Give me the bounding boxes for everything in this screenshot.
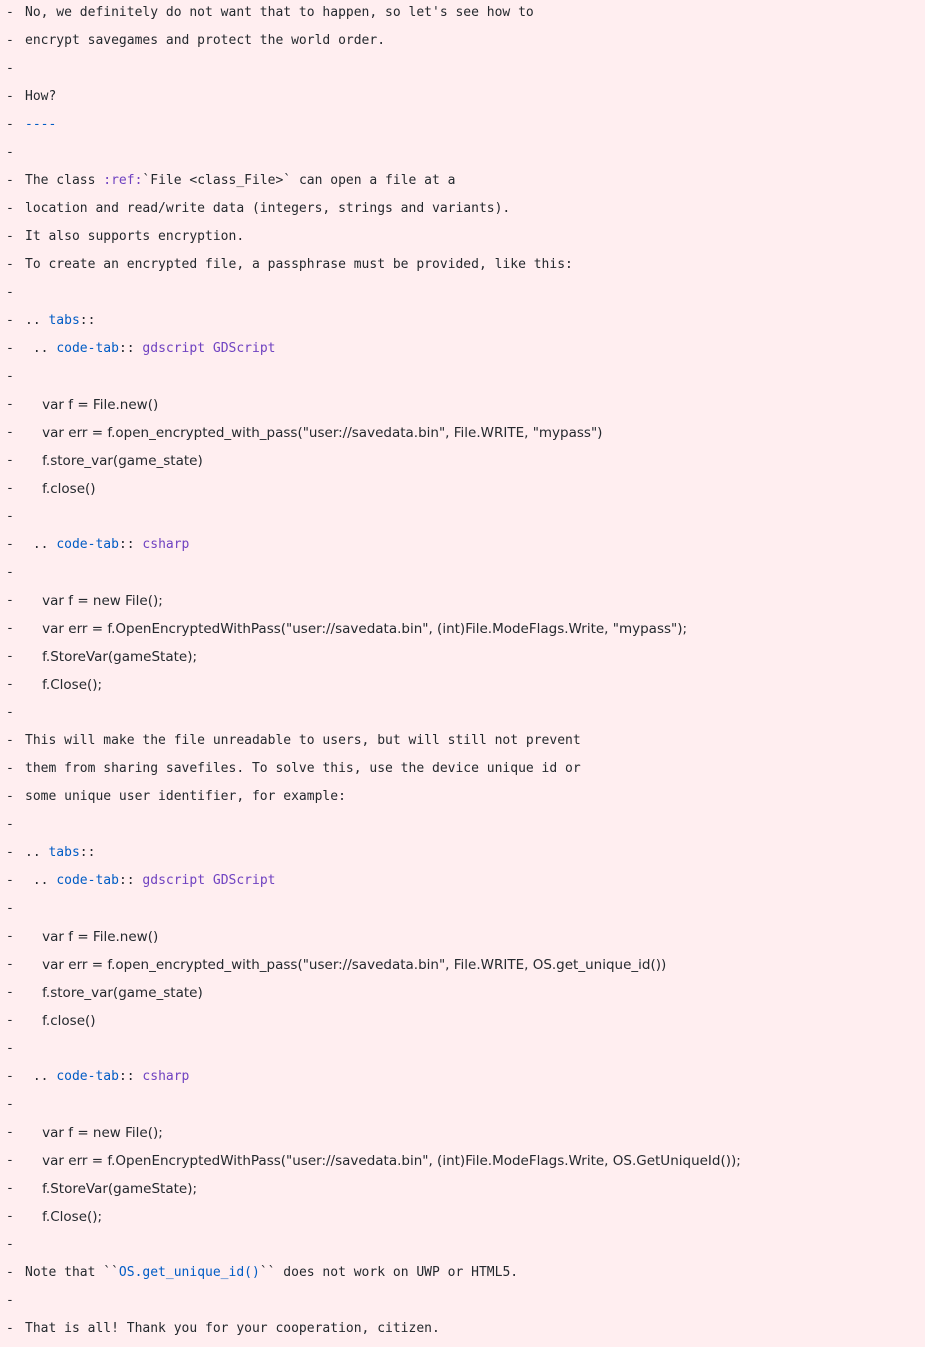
removed-line-marker: - [6,453,14,468]
removed-line-marker: - [6,1097,14,1112]
removed-line-marker: - [6,509,14,524]
line-content [25,867,275,895]
source-code-text: var f = new File(); [25,593,163,609]
diff-line [0,1287,925,1315]
removed-line-marker: - [6,901,14,916]
directive-prefix: .. [25,845,49,860]
directive-argument: csharp [142,1069,190,1084]
line-content [25,643,197,671]
line-content [25,839,95,867]
directive-name: code-tab [56,341,119,356]
line-content [25,111,56,139]
removed-line-marker: - [6,1265,14,1280]
directive-prefix: .. [25,313,49,328]
line-content [25,727,581,755]
diff-line [0,279,925,307]
line-content [25,671,102,699]
removed-line-marker: - [6,117,14,132]
removed-line-marker: - [6,677,14,692]
removed-line-marker: - [6,873,14,888]
removed-line-marker: - [6,845,14,860]
line-content [25,783,346,811]
diff-line [0,1231,925,1259]
diff-line [0,1259,925,1287]
diff-line [0,195,925,223]
text-line: encrypt savegames and protect the world order. [25,33,386,48]
directive-name: tabs [48,845,80,860]
source-code-text: f.Close(); [25,677,103,693]
removed-line-marker: - [6,145,14,160]
diff-line [0,755,925,783]
removed-line-marker: - [6,621,14,636]
line-content [25,167,456,195]
source-code-text: f.close() [25,1013,96,1029]
removed-line-marker: - [6,537,14,552]
directive-prefix: .. [25,1069,57,1084]
line-content [25,1315,440,1343]
removed-line-marker: - [6,481,14,496]
diff-line [0,671,925,699]
directive-prefix: .. [25,873,57,888]
line-content [25,1203,102,1231]
line-content [25,923,158,951]
line-content [25,755,581,783]
diff-line [0,447,925,475]
removed-line-marker: - [6,1013,14,1028]
removed-line-marker: - [6,341,14,356]
line-content [25,251,573,279]
line-content [25,951,666,979]
diff-line [0,979,925,1007]
removed-line-marker: - [6,929,14,944]
diff-line [0,335,925,363]
removed-line-marker: - [6,1237,14,1252]
directive-name: code-tab [56,537,119,552]
removed-line-marker: - [6,565,14,580]
directive-suffix: :: [118,873,143,888]
line-content [25,307,95,335]
removed-line-marker: - [6,61,14,76]
diff-line [0,391,925,419]
directive-argument: gdscript GDScript [142,341,276,356]
removed-line-marker: - [6,257,14,272]
source-code-text: var err = f.open_encrypted_with_pass("user://savedata.bin", File.WRITE, OS.get_unique_id()) [25,957,667,973]
text-segment: `` does not work on UWP or HTML5. [259,1265,519,1280]
removed-line-marker: - [6,1125,14,1140]
diff-line [0,699,925,727]
removed-line-marker: - [6,705,14,720]
line-content [25,1007,96,1035]
removed-line-marker: - [6,1321,14,1336]
removed-line-marker: - [6,1069,14,1084]
diff-line [0,1119,925,1147]
diff-line [0,867,925,895]
removed-line-marker: - [6,1153,14,1168]
diff-line [0,811,925,839]
diff-line [0,27,925,55]
source-code-text: f.StoreVar(gameState); [25,649,198,665]
diff-line [0,0,925,27]
removed-line-marker: - [6,425,14,440]
line-content [25,391,158,419]
line-content [25,223,244,251]
line-content [25,335,275,363]
diff-line [0,783,925,811]
line-content [25,447,203,475]
diff-line [0,307,925,335]
text-line: some unique user identifier, for example: [25,789,346,804]
directive-argument: csharp [142,537,190,552]
text-line: This will make the file unreadable to users, but will still not prevent [25,733,581,748]
source-code-text: var err = f.OpenEncryptedWithPass("user://savedata.bin", (int)File.ModeFlags.Write, OS.GetUniqueId()); [25,1153,741,1169]
diff-line [0,531,925,559]
line-content [25,1063,189,1091]
removed-line-marker: - [6,5,14,20]
directive-suffix: :: [79,313,96,328]
diff-line [0,951,925,979]
diff-line [0,727,925,755]
diff-line [0,923,925,951]
diff-line [0,419,925,447]
source-code-text: f.Close(); [25,1209,103,1225]
diff-line [0,111,925,139]
diff-line [0,1063,925,1091]
removed-line-marker: - [6,985,14,1000]
source-code-text: var err = f.OpenEncryptedWithPass("user://savedata.bin", (int)File.ModeFlags.Write, "mypass"); [25,621,688,637]
line-content [25,1147,741,1175]
source-code-text: f.store_var(game_state) [25,985,203,1001]
text-line: ---- [25,117,57,132]
directive-argument: gdscript GDScript [142,873,276,888]
source-code-text: var err = f.open_encrypted_with_pass("user://savedata.bin", File.WRITE, "mypass") [25,425,603,441]
diff-line [0,475,925,503]
directive-name: code-tab [56,873,119,888]
line-content [25,195,510,223]
text-line: That is all! Thank you for your cooperation, citizen. [25,1321,440,1336]
directive-suffix: :: [118,341,143,356]
text-line: How? [25,89,57,104]
removed-line-marker: - [6,761,14,776]
line-content [25,979,203,1007]
diff-line [0,1091,925,1119]
diff-line [0,167,925,195]
line-content [25,531,189,559]
removed-line-marker: - [6,1181,14,1196]
source-code-text: f.store_var(game_state) [25,453,203,469]
diff-line [0,503,925,531]
line-content [25,1259,518,1287]
line-content [25,83,56,111]
text-segment: `File <class_File>` can open a file at a [142,173,456,188]
removed-line-marker: - [6,649,14,664]
inline-literal: OS.get_unique_id() [118,1265,260,1280]
line-content [25,27,385,55]
diff-line [0,251,925,279]
removed-line-marker: - [6,89,14,104]
diff-line [0,1035,925,1063]
text-segment: The class [25,173,104,188]
line-content [25,615,687,643]
source-code-text: f.StoreVar(gameState); [25,1181,198,1197]
line-content [25,0,534,27]
directive-name: tabs [48,313,80,328]
ref-role: :ref: [103,173,143,188]
diff-line [0,895,925,923]
removed-line-marker: - [6,285,14,300]
line-content [25,419,602,447]
removed-line-marker: - [6,201,14,216]
diff-line [0,1147,925,1175]
line-content [25,1175,197,1203]
removed-line-marker: - [6,789,14,804]
text-line: No, we definitely do not want that to happen, so let's see how to [25,5,534,20]
removed-line-marker: - [6,1041,14,1056]
text-line: location and read/write data (integers, strings and variants). [25,201,511,216]
diff-line [0,1315,925,1343]
directive-prefix: .. [25,537,57,552]
text-line: It also supports encryption. [25,229,245,244]
directive-suffix: :: [118,537,143,552]
line-content [25,587,163,615]
line-content [25,475,96,503]
source-code-text: var f = new File(); [25,1125,163,1141]
removed-line-marker: - [6,733,14,748]
source-code-text: f.close() [25,481,96,497]
source-code-text: var f = File.new() [25,929,159,945]
diff-line [0,139,925,167]
diff-line [0,587,925,615]
diff-line [0,1007,925,1035]
directive-suffix: :: [118,1069,143,1084]
text-line: them from sharing savefiles. To solve this, use the device unique id or [25,761,581,776]
diff-line [0,363,925,391]
removed-line-marker: - [6,229,14,244]
diff-line [0,615,925,643]
removed-line-marker: - [6,173,14,188]
removed-line-marker: - [6,593,14,608]
removed-line-marker: - [6,817,14,832]
directive-suffix: :: [79,845,96,860]
diff-line [0,643,925,671]
diff-line [0,223,925,251]
diff-line [0,83,925,111]
removed-line-marker: - [6,957,14,972]
diff-line [0,559,925,587]
directive-prefix: .. [25,341,57,356]
removed-line-marker: - [6,397,14,412]
removed-line-marker: - [6,33,14,48]
line-content [25,1119,163,1147]
diff-line [0,1175,925,1203]
directive-name: code-tab [56,1069,119,1084]
removed-line-marker: - [6,1209,14,1224]
text-line: To create an encrypted file, a passphrase must be provided, like this: [25,257,573,272]
removed-line-marker: - [6,313,14,328]
diff-line [0,1203,925,1231]
removed-line-marker: - [6,1293,14,1308]
text-segment: Note that `` [25,1265,119,1280]
removed-line-marker: - [6,369,14,384]
diff-line [0,55,925,83]
diff-line [0,839,925,867]
source-code-text: var f = File.new() [25,397,159,413]
